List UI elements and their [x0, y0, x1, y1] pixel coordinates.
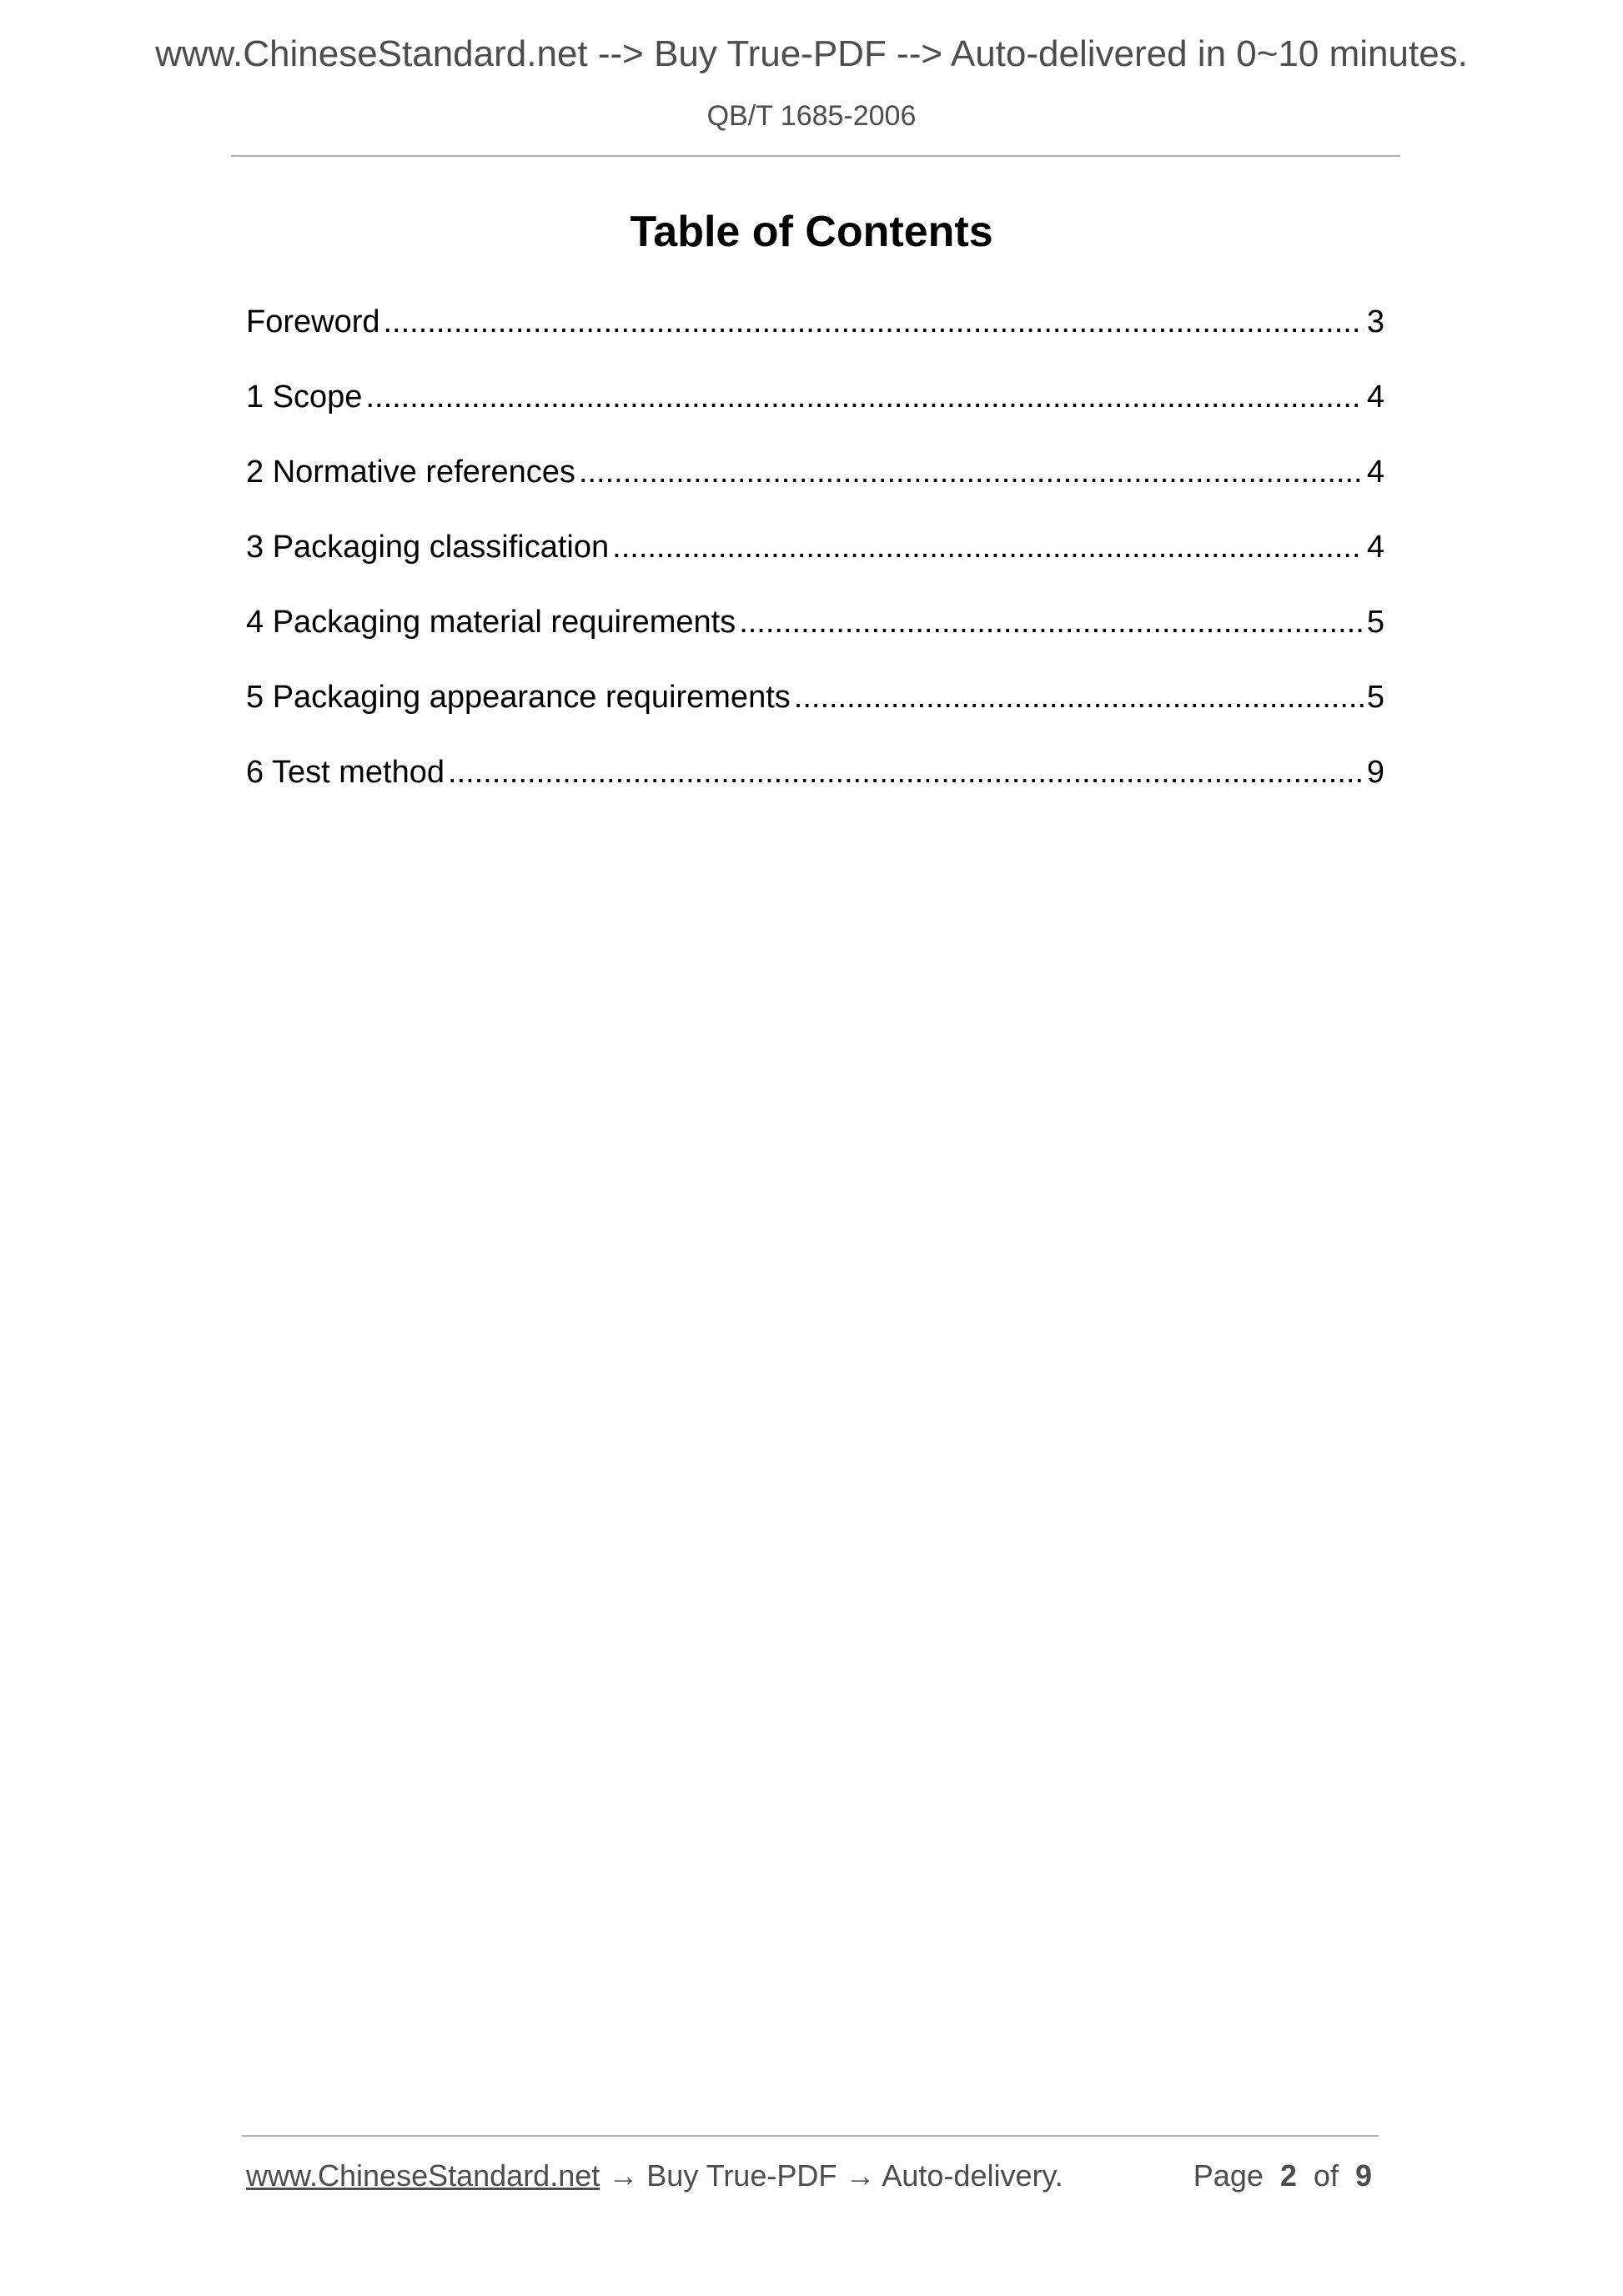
toc-entry-scope[interactable] [246, 372, 1384, 447]
toc-leader-dots [612, 522, 1364, 572]
toc-leader-dots [384, 297, 1364, 347]
toc-entry-label: Foreword [246, 304, 380, 339]
current-page: 2 [1279, 2158, 1297, 2193]
footer-divider [242, 2135, 1379, 2137]
toc-entry-label: 5 Packaging appearance requirements [246, 680, 791, 715]
header-divider [231, 155, 1400, 157]
arrow-right-icon: → [608, 2158, 639, 2193]
header-banner: www.ChineseStandard.net --> Buy True-PDF --> Auto-delivered in 0~10 minutes. [155, 33, 1468, 74]
page-number [1193, 2158, 1372, 2193]
toc-entry-page: 4 [1366, 379, 1384, 414]
toc-entry-page: 5 [1366, 605, 1384, 640]
toc-leader-dots [448, 747, 1364, 797]
toc-entry-label: 3 Packaging classification [246, 530, 610, 565]
toc-entry-packaging-classification[interactable] [246, 522, 1384, 597]
toc-entry-page: 9 [1366, 755, 1384, 790]
footer-delivery-text: Auto-delivery. [882, 2158, 1063, 2193]
toc-title: Table of Contents [630, 208, 993, 256]
toc-leader-dots [794, 672, 1364, 722]
toc-list [246, 297, 1384, 822]
toc-entry-label: 4 Packaging material requirements [246, 605, 736, 640]
toc-entry-label: 6 Test method [246, 755, 445, 790]
toc-entry-foreword[interactable] [246, 297, 1384, 372]
toc-leader-dots [739, 597, 1364, 647]
page-label: Page [1193, 2158, 1264, 2193]
toc-entry-normative-references[interactable] [246, 447, 1384, 522]
footer-promo [246, 2158, 1063, 2193]
of-label: of [1313, 2158, 1339, 2193]
toc-leader-dots [365, 372, 1363, 422]
toc-entry-page: 4 [1366, 530, 1384, 565]
toc-entry-test-method[interactable] [246, 747, 1384, 822]
standard-code: QB/T 1685-2006 [706, 100, 917, 132]
footer-buy-text: Buy True-PDF [646, 2158, 837, 2193]
toc-entry-page: 4 [1366, 455, 1384, 490]
toc-entry-page: 5 [1366, 680, 1384, 715]
toc-entry-label: 2 Normative references [246, 455, 575, 490]
toc-entry-page: 3 [1366, 304, 1384, 339]
toc-entry-label: 1 Scope [246, 379, 363, 414]
toc-entry-packaging-material-requirements[interactable] [246, 597, 1384, 672]
total-pages: 9 [1354, 2158, 1372, 2193]
arrow-right-icon: → [845, 2158, 876, 2193]
footer-website-link[interactable]: www.ChineseStandard.net [246, 2158, 600, 2193]
toc-leader-dots [579, 447, 1364, 497]
toc-entry-packaging-appearance-requirements[interactable] [246, 672, 1384, 747]
